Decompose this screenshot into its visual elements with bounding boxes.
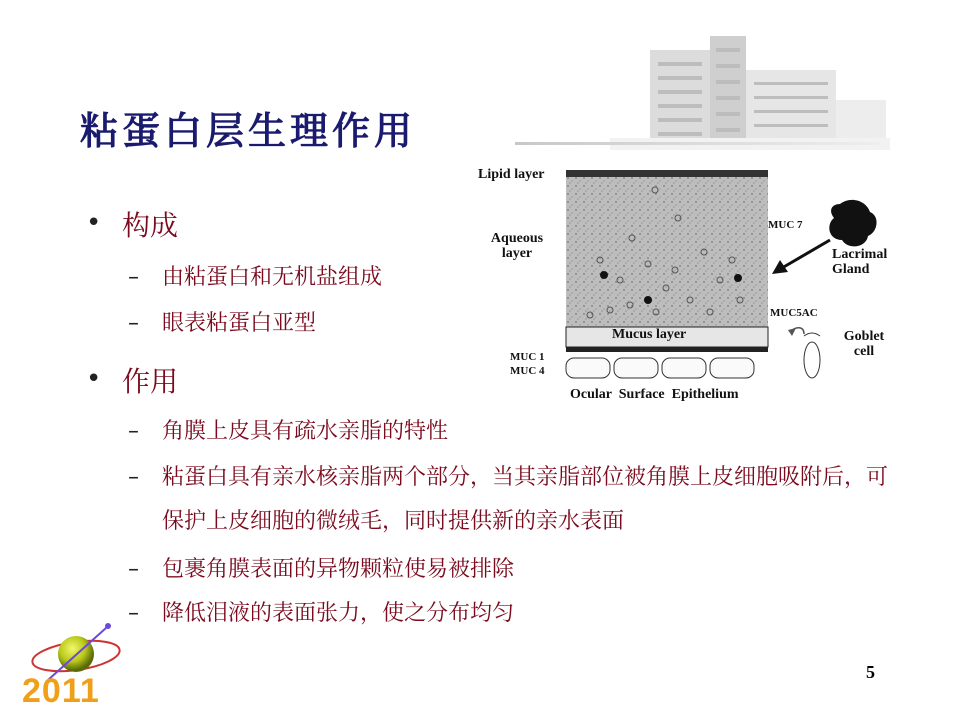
- list-item-text: 粘蛋白具有亲水核亲脂两个部分，当其亲脂部位被角膜上皮细胞吸附后，可保护上皮细胞的微绒毛，同时提供新的亲水表面: [162, 465, 889, 534]
- list-item-text: 角膜上皮具有疏水亲脂的特性: [162, 419, 449, 444]
- aqueous-layer-label: Aqueous layer: [490, 231, 544, 261]
- bullet-icon: •: [86, 364, 102, 394]
- lipid-layer-label: Lipid layer: [478, 167, 545, 182]
- dash-icon: –: [128, 465, 139, 490]
- list-item-text: 由粘蛋白和无机盐组成: [162, 265, 383, 290]
- list-item-text: 降低泪液的表面张力，使之分布均匀: [162, 601, 515, 626]
- muc5ac-label: MUC5AC: [770, 307, 818, 319]
- muc1-label: MUC 1: [510, 351, 545, 363]
- dash-icon: –: [128, 265, 139, 290]
- epithelium-label: Ocular Surface Epithelium: [570, 387, 739, 402]
- lacrimal-gland-label: Lacrimal Gland: [832, 247, 888, 277]
- slide-title: 粘蛋白层生理作用: [80, 109, 417, 153]
- dash-icon: –: [128, 419, 139, 444]
- dash-icon: –: [128, 557, 139, 582]
- title-underline: [515, 142, 880, 145]
- list-item-text: 眼表粘蛋白亚型: [162, 311, 317, 336]
- section-heading-text: 构成: [122, 209, 179, 242]
- mucus-layer-label: Mucus layer: [612, 327, 687, 342]
- page-number: 5: [866, 662, 875, 682]
- muc7-label: MUC 7: [768, 219, 803, 231]
- muc4-label: MUC 4: [510, 365, 545, 377]
- tear-film-figure: [470, 160, 910, 410]
- bullet-icon: •: [86, 208, 102, 238]
- goblet-cell-label: Goblet cell: [843, 329, 885, 359]
- logo-year: 2011: [22, 672, 100, 710]
- dash-icon: –: [128, 601, 139, 626]
- dash-icon: –: [128, 311, 139, 336]
- building-decoration: [610, 30, 890, 150]
- list-item-text: 包裹角膜表面的异物颗粒使易被排除: [162, 557, 515, 582]
- section-heading-text: 作用: [122, 365, 179, 398]
